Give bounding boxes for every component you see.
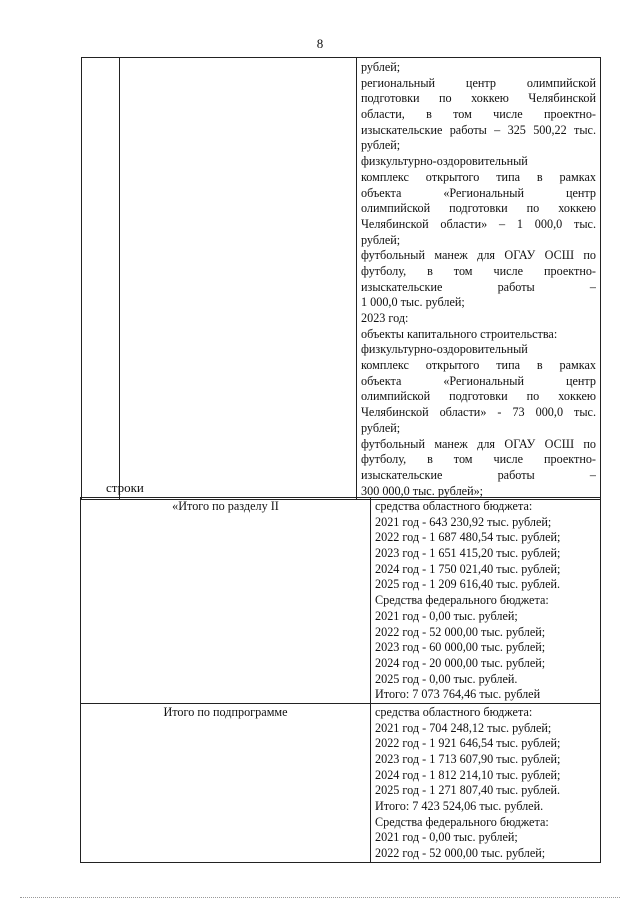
text-line: футболу, в том числе проектно- bbox=[361, 263, 596, 278]
text-line: Челябинской области» – 1 000,0 тыс. bbox=[361, 216, 596, 231]
value-line: 2021 год - 0,00 тыс. рублей; bbox=[375, 608, 518, 623]
text-line: комплекс открытого типа в рамках bbox=[361, 358, 596, 373]
value-line: 2024 год - 1 750 021,40 тыс. рублей; bbox=[375, 561, 561, 576]
value-line: 2024 год - 20 000,00 тыс. рублей; bbox=[375, 655, 546, 670]
text-line: региональный центр олимпийской bbox=[361, 75, 596, 90]
text-line: футболу, в том числе проектно- bbox=[361, 452, 596, 467]
text-line: рублей; bbox=[361, 232, 401, 247]
value-line: Итого: 7 073 764,46 тыс. рублей bbox=[375, 687, 541, 702]
table-cell-text bbox=[357, 58, 601, 500]
value-line: 2025 год - 1 209 616,40 тыс. рублей. bbox=[375, 577, 561, 592]
text-line: Челябинской области» - 73 000,0 тыс. bbox=[361, 405, 596, 420]
text-line: физкультурно-оздоровительный bbox=[361, 154, 528, 169]
table-row bbox=[81, 498, 601, 704]
value-line: средства областного бюджета: bbox=[375, 704, 533, 719]
totals-table bbox=[80, 497, 601, 863]
row-label-subprogram: Итого по подпрограмме bbox=[81, 703, 371, 862]
text-line: подготовки по хоккею Челябинской bbox=[361, 91, 596, 106]
text-line: футбольный манеж для ОГАУ ОСШ по bbox=[361, 436, 596, 451]
value-line: 2025 год - 1 271 807,40 тыс. рублей. bbox=[375, 783, 561, 798]
table-row bbox=[82, 58, 601, 500]
value-line: 2022 год - 1 687 480,54 тыс. рублей; bbox=[375, 530, 561, 545]
value-line: средства областного бюджета: bbox=[375, 499, 533, 513]
text-line: объекта «Региональный центр bbox=[361, 185, 596, 200]
table-cell-empty-2 bbox=[120, 58, 357, 500]
row-values-subprogram bbox=[371, 703, 601, 862]
text-line: объекты капитального строительства: bbox=[361, 326, 558, 341]
value-line: 2023 год - 60 000,00 тыс. рублей; bbox=[375, 640, 546, 655]
bottom-divider bbox=[20, 897, 620, 898]
text-line: изыскательские работы – 325 500,22 тыс. bbox=[361, 122, 596, 137]
text-line: олимпийской подготовки по хоккею bbox=[361, 389, 596, 404]
text-line: изыскательские работы – bbox=[361, 279, 596, 294]
text-line: олимпийской подготовки по хоккею bbox=[361, 201, 596, 216]
text-line: объекта «Региональный центр bbox=[361, 373, 596, 388]
row-values-section-ii bbox=[371, 498, 601, 704]
continuation-table bbox=[81, 57, 601, 500]
value-line: 2021 год - 704 248,12 тыс. рублей; bbox=[375, 720, 552, 735]
text-line: комплекс открытого типа в рамках bbox=[361, 169, 596, 184]
value-line: 2025 год - 0,00 тыс. рублей. bbox=[375, 671, 518, 686]
text-line: физкультурно-оздоровительный bbox=[361, 342, 528, 357]
text-line: футбольный манеж для ОГАУ ОСШ по bbox=[361, 248, 596, 263]
row-label-section-ii: «Итого по разделу II bbox=[81, 498, 371, 704]
page-number: 8 bbox=[316, 36, 324, 51]
text-line: рублей; bbox=[361, 60, 401, 74]
value-line: Итого: 7 423 524,06 тыс. рублей. bbox=[375, 799, 544, 814]
value-line: 2022 год - 1 921 646,54 тыс. рублей; bbox=[375, 736, 561, 751]
value-line: 2024 год - 1 812 214,10 тыс. рублей; bbox=[375, 767, 561, 782]
text-line: области, в том числе проектно- bbox=[361, 107, 596, 122]
value-line: Средства федерального бюджета: bbox=[375, 814, 549, 829]
table-cell-empty-1 bbox=[82, 58, 120, 500]
text-line: 1 000,0 тыс. рублей; bbox=[361, 295, 465, 310]
value-line: Средства федерального бюджета: bbox=[375, 593, 549, 608]
stroki-label: строки bbox=[106, 480, 144, 495]
value-line: 2021 год - 0,00 тыс. рублей; bbox=[375, 830, 518, 845]
text-line: рублей; bbox=[361, 138, 401, 153]
value-line: 2021 год - 643 230,92 тыс. рублей; bbox=[375, 514, 552, 529]
text-line: изыскательские работы – bbox=[361, 467, 596, 482]
text-line: рублей; bbox=[361, 420, 401, 435]
value-line: 2022 год - 52 000,00 тыс. рублей; bbox=[375, 846, 546, 861]
value-line: 2022 год - 52 000,00 тыс. рублей; bbox=[375, 624, 546, 639]
value-line: 2023 год - 1 713 607,90 тыс. рублей; bbox=[375, 752, 561, 766]
text-line: 300 000,0 тыс. рублей»; bbox=[361, 483, 484, 498]
table-row bbox=[81, 703, 601, 862]
value-line: 2023 год - 1 651 415,20 тыс. рублей; bbox=[375, 546, 561, 561]
text-line: 2023 год: bbox=[361, 311, 409, 325]
